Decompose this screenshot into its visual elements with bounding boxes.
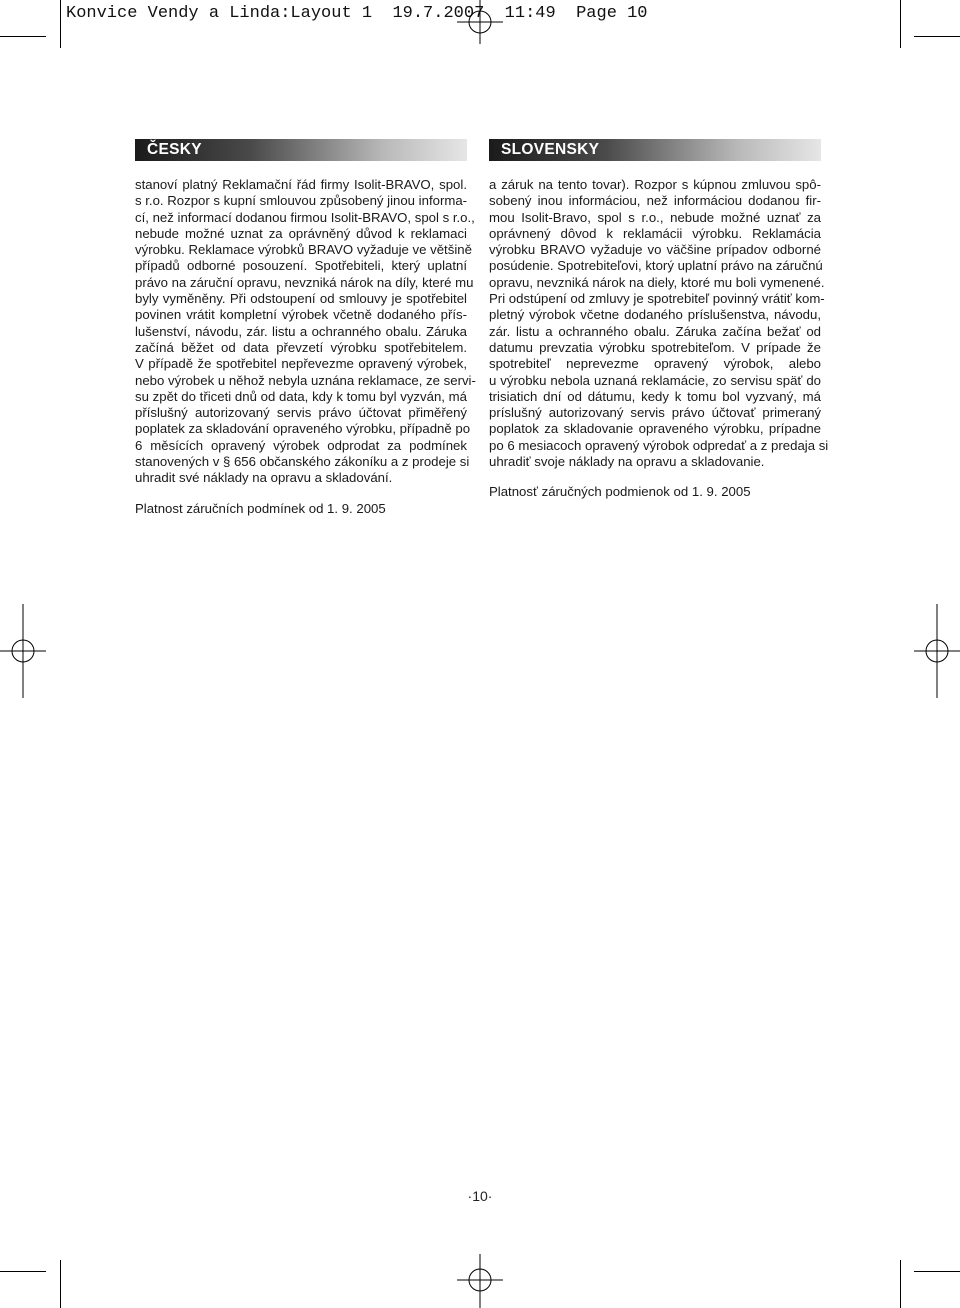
text-line: cí, než informací dodanou firmou Isolit-BRAVO, spol s r.o.,	[135, 209, 475, 225]
text-line: datumu prevzatia výrobku spotrebiteľom. V prípade že	[489, 339, 821, 355]
crop-mark	[914, 1271, 960, 1272]
text-line: trisiatich dní od dátumu, kedy k tomu bol vyzvaný, má	[489, 388, 821, 404]
crop-mark	[0, 36, 46, 37]
text-line: výrobku. Reklamace výrobků BRAVO vyžaduje ve většině	[135, 242, 472, 258]
text-line: lušenství, návodu, zár. listu a ochranného obalu. Záruka	[135, 323, 467, 339]
text-line: mou Isolit-Bravo, spol s r.o., nebude možné uznať za	[489, 209, 821, 225]
registration-mark-icon	[457, 0, 503, 44]
registration-mark-icon	[457, 1254, 503, 1308]
text-line: a záruk na tento tovar). Rozpor s kúpnou zmluvou spô-	[489, 177, 821, 192]
text-line: příslušný autorizovaný servis právo účtovat přiměřený	[135, 405, 467, 421]
crop-mark	[900, 0, 901, 48]
text-line: uhradit své náklady na opravu a skladování.	[135, 470, 393, 486]
text-line: zár. listu a ochranného obalu. Záruka začína bežať od	[489, 323, 821, 339]
text-line: po 6 mesiacoch opravený výrobok odpredať a z predaja si	[489, 437, 829, 453]
text-line: stanoví platný Reklamační řád firmy Isolit-BRAVO, spol.	[135, 177, 467, 192]
text-line: príslušný autorizovaný servis právo účtovať primeraný	[489, 405, 821, 421]
text-line: právo na záruční opravu, nevzniká nárok na díly, které mu	[135, 274, 474, 290]
text-line: spotrebiteľ neprevezme opravený výrobok, alebo	[489, 356, 821, 372]
print-slug: Konvice Vendy a Linda:Layout 1 19.7.2007 11:49 Page 10	[66, 4, 648, 23]
text-line: stanovených v § 656 občanského zákoníku a z prodeje si	[135, 454, 470, 470]
validity-note-cesky: Platnost záručních podmínek od 1. 9. 2005	[135, 500, 386, 516]
text-line: V případě že spotřebitel nepřevezme opravený výrobek,	[135, 356, 467, 372]
section-heading-cesky: ČESKY	[135, 139, 467, 161]
text-line: posúdenie. Spotrebiteľovi, ktorý uplatní právo na záručnú	[489, 258, 823, 274]
registration-mark-icon	[914, 604, 960, 698]
text-line: uhradiť svoje náklady na opravu a skladovanie.	[489, 454, 765, 470]
text-line: nebo výrobek u něhož nebyla uznána reklamace, ze servi-	[135, 372, 476, 388]
text-line: sobený inou informáciou, než informáciou dodanou fir-	[489, 193, 821, 209]
registration-mark-icon	[0, 604, 46, 698]
text-line: u výrobku nebola uznaná reklamácie, zo servisu späť do	[489, 372, 821, 388]
crop-mark	[0, 1271, 46, 1272]
crop-mark	[60, 1260, 61, 1308]
validity-note-slovensky: Platnosť záručných podmienok od 1. 9. 2005	[489, 484, 751, 500]
text-line: poplatek za skladování opraveného výrobku, případně po	[135, 421, 471, 437]
slovak-column	[489, 139, 829, 500]
text-line: su zpět do třiceti dnů od data, kdy k tomu byl vyzván, má	[135, 388, 467, 404]
text-line: 6 měsících opravený výrobek odprodat za podmínek	[135, 437, 467, 453]
text-line: povinen vrátit kompletní výrobek včetně dodaného přís-	[135, 307, 467, 323]
warranty-text-slovensky	[489, 177, 829, 470]
section-heading-slovensky: SLOVENSKY	[489, 139, 821, 161]
page-number: ·10·	[467, 1188, 493, 1204]
crop-mark	[914, 36, 960, 37]
text-line: výrobku BRAVO vyžaduje vo väčšine prípadov odborné	[489, 242, 821, 258]
text-line: byly vyměněny. Při odstoupení od smlouvy je spotřebitel	[135, 291, 467, 307]
text-line: pletný výrobok včetne dodaného príslušenstva, návodu,	[489, 307, 821, 323]
crop-mark	[900, 1260, 901, 1308]
text-line: nebude možné uznat za oprávněný důvod k reklamaci	[135, 225, 467, 241]
warranty-text-cesky	[135, 177, 476, 487]
crop-mark	[60, 0, 61, 48]
text-line: poplatok za skladovanie opraveného výrobku, prípadne	[489, 421, 821, 437]
text-line: s r.o. Rozpor s kupní smlouvou způsobený jinou informa-	[135, 193, 468, 209]
czech-column	[135, 139, 476, 517]
text-line: případů odborné posouzení. Spotřebiteli, který uplatní	[135, 258, 467, 274]
text-line: začíná běžet od data převzetí výrobku spotřebitelem.	[135, 339, 467, 355]
text-line: Pri odstúpení od zmluvy je spotrebiteľ povinný vrátiť kom-	[489, 291, 825, 307]
text-line: oprávnený dôvod k reklamácii výrobku. Reklamácia	[489, 225, 821, 241]
text-line: opravu, nevzniká nárok na diely, ktoré mu boli vymenené.	[489, 274, 825, 290]
